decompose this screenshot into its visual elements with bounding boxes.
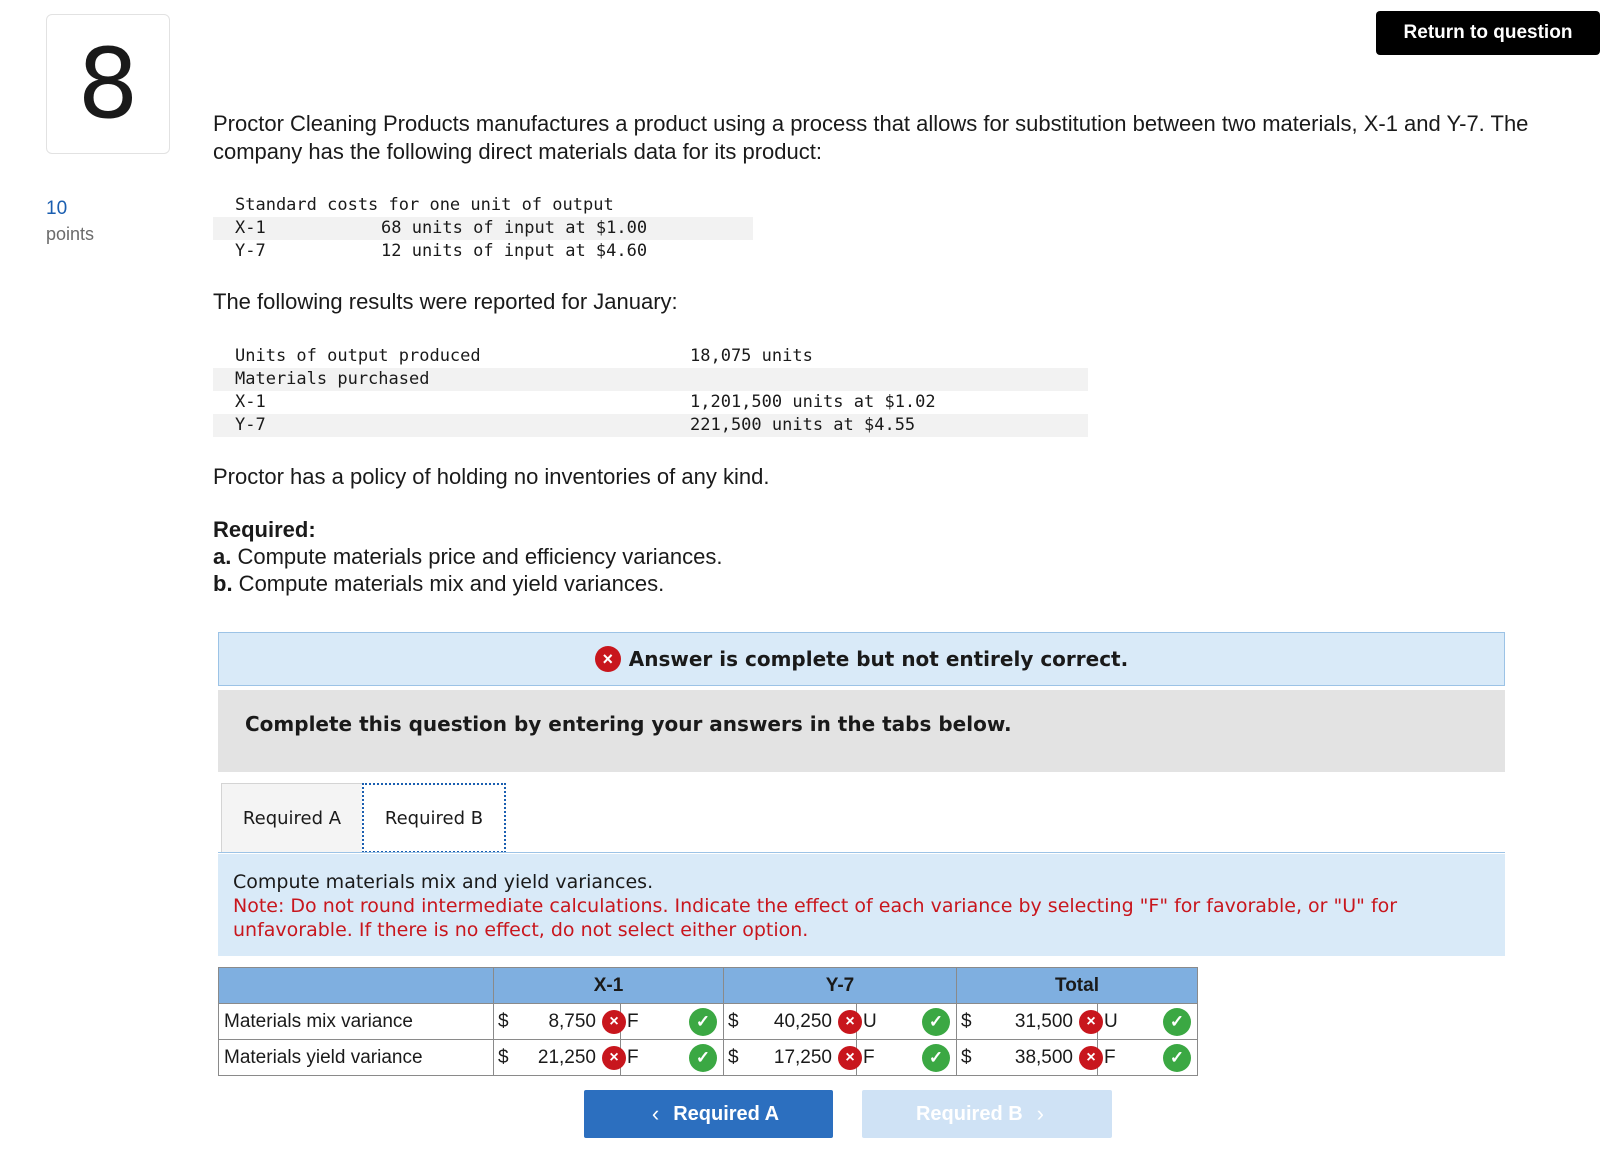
header-blank <box>219 968 494 1004</box>
required-b-text: Compute materials mix and yield variances. <box>232 571 665 596</box>
currency-symbol: $ <box>961 1047 972 1068</box>
currency-symbol: $ <box>498 1047 509 1068</box>
results-label: Units of output produced <box>235 346 481 366</box>
amount-value: 8,750 <box>548 1011 596 1032</box>
results-value: 18,075 units <box>690 346 813 366</box>
results-label: X-1 <box>235 392 266 412</box>
results-value: 221,500 units at $4.55 <box>690 415 916 435</box>
results-intro: The following results were reported for January: <box>213 289 678 314</box>
amount-value: 40,250 <box>773 1011 832 1032</box>
required-a-letter: a. <box>213 544 232 569</box>
question-number-box <box>46 14 170 154</box>
currency-symbol: $ <box>728 1011 739 1032</box>
standard-label: X-1 <box>235 218 266 238</box>
mix-y7-effect-select[interactable] <box>857 1004 957 1040</box>
standard-value: 68 units of input at $1.00 <box>381 218 648 238</box>
standard-row-x1 <box>213 217 753 240</box>
required-heading: Required: <box>213 517 316 542</box>
question-number: 8 <box>77 28 139 140</box>
mix-x1-amount-input[interactable] <box>494 1004 621 1040</box>
return-to-question-button[interactable]: Return to question <box>1376 11 1600 55</box>
currency-symbol: $ <box>498 1011 509 1032</box>
amount-value: 17,250 <box>773 1047 832 1068</box>
instruction-box <box>218 690 1505 772</box>
table-row <box>219 1040 1198 1076</box>
table-row <box>219 1004 1198 1040</box>
currency-symbol: $ <box>961 1011 972 1032</box>
effect-value: U <box>863 1011 877 1032</box>
correct-icon: ✓ <box>1163 1044 1191 1072</box>
problem-intro: Proctor Cleaning Products manufactures a product using a process that allows for substitution between two materials, X-1 and Y-7. The company has the following direct materials data for its product: <box>213 111 1529 164</box>
answer-header-row <box>219 968 1198 1004</box>
header-x1: X-1 <box>494 968 724 1004</box>
required-b <box>213 570 723 597</box>
amount-value: 21,250 <box>537 1047 596 1068</box>
standard-costs-title: Standard costs for one unit of output <box>235 195 614 215</box>
mix-total-effect-select[interactable] <box>1098 1004 1198 1040</box>
yield-total-amount-input[interactable] <box>957 1040 1098 1076</box>
standard-label: Y-7 <box>235 241 266 261</box>
tab-required-a[interactable]: Required A <box>221 783 363 853</box>
instructions-note: Note: Do not round intermediate calculations. Indicate the effect of each variance by selecting "F" for favorable, or "U" for unfavorable. If there is no effect, do not select either option. <box>233 895 1398 941</box>
effect-value: F <box>863 1047 875 1068</box>
chevron-right-icon: › <box>1036 1101 1044 1126</box>
tab-divider <box>218 852 1505 853</box>
instruction-box-text: Complete this question by entering your answers in the tabs below. <box>245 712 1012 736</box>
amount-value: 38,500 <box>1014 1047 1073 1068</box>
feedback-message: Answer is complete but not entirely correct. <box>628 647 1129 671</box>
standard-costs-title-row <box>213 194 753 217</box>
row-label-mix: Materials mix variance <box>219 1004 494 1040</box>
chevron-left-icon: ‹ <box>651 1101 660 1126</box>
amount-value: 31,500 <box>1014 1011 1073 1032</box>
mix-x1-effect-select[interactable] <box>621 1004 724 1040</box>
next-required-b-button[interactable] <box>862 1090 1112 1138</box>
yield-x1-effect-select[interactable] <box>621 1040 724 1076</box>
incorrect-icon: × <box>1079 1046 1103 1070</box>
incorrect-icon: × <box>602 1046 626 1070</box>
required-a-text: Compute materials price and efficiency variances. <box>231 544 723 569</box>
effect-value: U <box>1104 1011 1118 1032</box>
incorrect-icon: × <box>595 646 621 672</box>
header-y7: Y-7 <box>724 968 957 1004</box>
answer-table <box>218 967 1198 1076</box>
incorrect-icon: × <box>1079 1010 1103 1034</box>
yield-y7-amount-input[interactable] <box>724 1040 857 1076</box>
correct-icon: ✓ <box>689 1044 717 1072</box>
points-label: points <box>46 224 95 244</box>
correct-icon: ✓ <box>922 1044 950 1072</box>
effect-value: F <box>627 1011 639 1032</box>
results-row-y7 <box>213 414 1088 437</box>
yield-y7-effect-select[interactable] <box>857 1040 957 1076</box>
required-b-letter: b. <box>213 571 233 596</box>
results-row-x1 <box>213 391 1088 414</box>
policy-text: Proctor has a policy of holding no inventories of any kind. <box>213 464 770 489</box>
row-label-yield: Materials yield variance <box>219 1040 494 1076</box>
results-value: 1,201,500 units at $1.02 <box>690 392 936 412</box>
mix-total-amount-input[interactable] <box>957 1004 1098 1040</box>
correct-icon: ✓ <box>689 1008 717 1036</box>
results-row-purchased <box>213 368 1088 391</box>
standard-row-y7 <box>213 240 753 263</box>
next-button-label: Required B <box>915 1102 1023 1125</box>
tab-instructions <box>218 854 1505 956</box>
yield-total-effect-select[interactable] <box>1098 1040 1198 1076</box>
instructions-main: Compute materials mix and yield variances. <box>233 871 654 893</box>
mix-y7-amount-input[interactable] <box>724 1004 857 1040</box>
results-label: Materials purchased <box>235 369 430 389</box>
yield-x1-amount-input[interactable] <box>494 1040 621 1076</box>
incorrect-icon: × <box>838 1010 862 1034</box>
required-section <box>213 516 723 597</box>
tab-required-b[interactable]: Required B <box>362 783 506 853</box>
results-row-output <box>213 345 1088 368</box>
effect-value: F <box>627 1047 639 1068</box>
results-label: Y-7 <box>235 415 266 435</box>
standard-value: 12 units of input at $4.60 <box>381 241 648 261</box>
required-a <box>213 543 723 570</box>
points-value: 10 <box>46 198 68 219</box>
header-total: Total <box>957 968 1198 1004</box>
incorrect-icon: × <box>838 1046 862 1070</box>
effect-value: F <box>1104 1047 1116 1068</box>
correct-icon: ✓ <box>1163 1008 1191 1036</box>
prev-button-label: Required A <box>673 1102 780 1125</box>
feedback-banner <box>218 632 1505 686</box>
incorrect-icon: × <box>602 1010 626 1034</box>
correct-icon: ✓ <box>922 1008 950 1036</box>
prev-required-a-button[interactable] <box>584 1090 833 1138</box>
currency-symbol: $ <box>728 1047 739 1068</box>
